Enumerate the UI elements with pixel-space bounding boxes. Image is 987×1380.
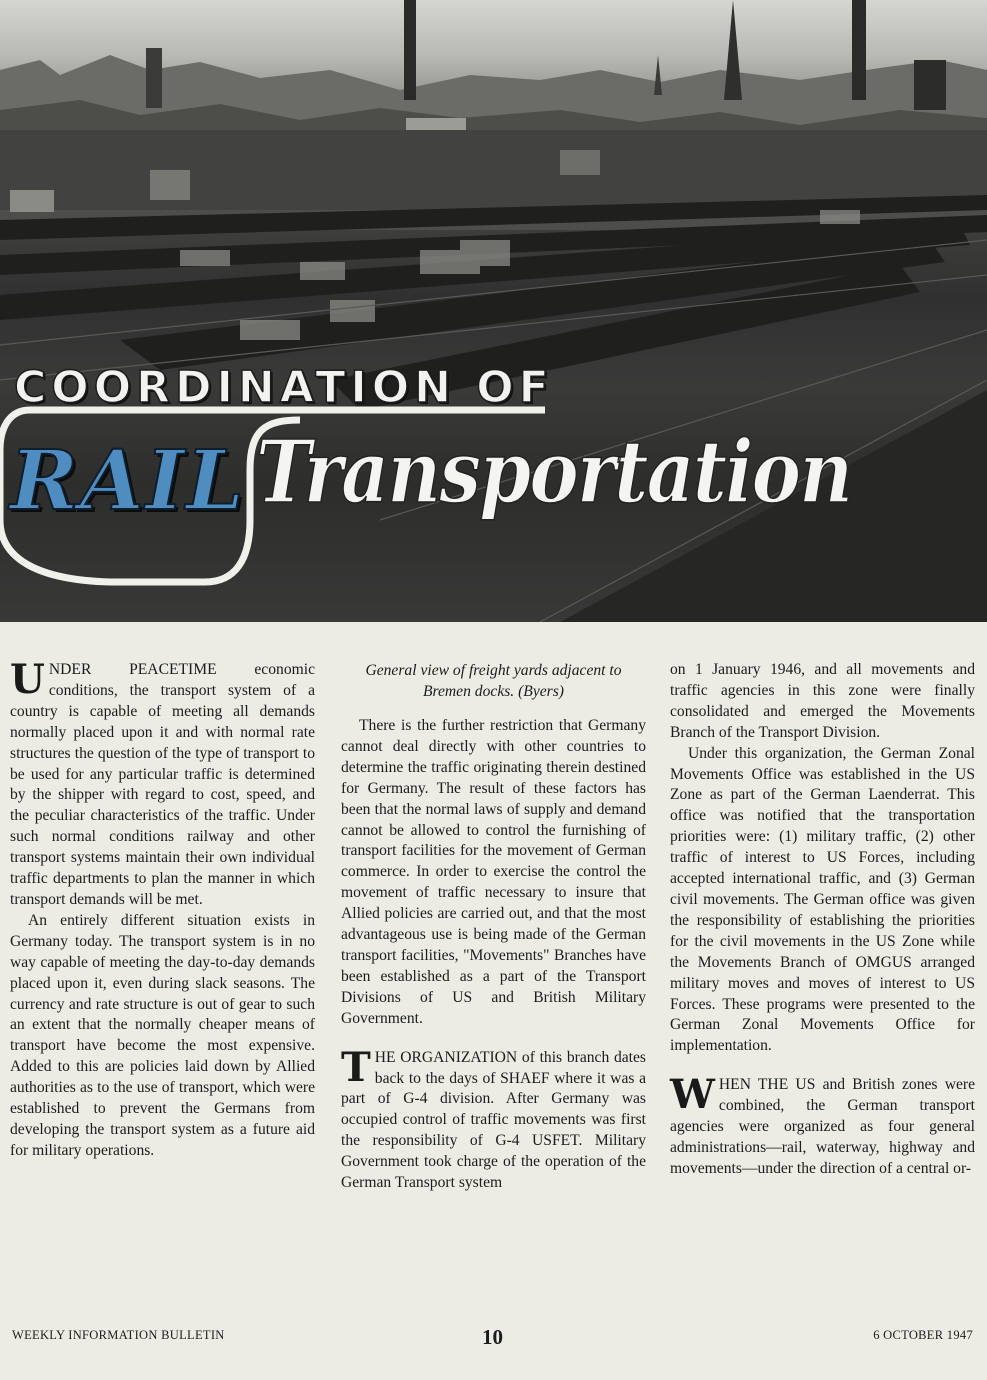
- publication-name: WEEKLY INFORMATION BULLETIN: [12, 1328, 225, 1342]
- paragraph: There is the further restriction that Germany cannot deal directly with other countries to determine the traffic originating therein destined for Germany. The result of these factors has been that the normal laws of supply and demand cannot be allowed to control the furnishing of transport facilities for the movement of German commerce. In order to exercise the control the movement of traffic necessary to insure that Allied policies are carried out, and that the most advantageous use is being made of the German transport facilities, "Movements" Branches have been established as a part of the Transport Divisions of US and British Military Government.: [341, 717, 646, 1027]
- drop-cap: U: [10, 656, 45, 703]
- article-column-3: [670, 660, 975, 1180]
- paragraph: [670, 1071, 975, 1180]
- title-coordination-of: COORDINATION OF: [14, 362, 554, 413]
- article-column-2: [341, 660, 646, 1194]
- paragraph-text: NDER PEACETIME economic conditions, the transport system of a country is capable of meeting all demands normally placed upon it and with normal rate structures the question of the type of transport to be used for any particular traffic is determined by the shipper with regard to cost, speed, and the peculiar characteristics of the traffic. Under such normal conditions railway and other transport systems maintain their own individual traffic departments to plan the manner in which transport demands will be met.: [10, 661, 315, 908]
- drop-cap: W: [670, 1071, 715, 1119]
- title-transportation: Transportation: [256, 422, 852, 523]
- paragraph: [10, 656, 315, 911]
- paragraph: on 1 January 1946, and all movements and traffic agencies in this zone were finally consolidated and emerged the Movements Branch of the Transport Division.: [670, 661, 975, 741]
- article-column-1: [10, 656, 315, 1162]
- page-number: 10: [482, 1325, 503, 1349]
- photo-caption: General view of freight yards adjacent to Bremen docks. (Byers): [365, 662, 622, 700]
- title-rail: RAIL: [10, 433, 246, 529]
- header-photo: [0, 0, 987, 622]
- paragraph-text: HEN THE US and British zones were combined, the German transport agencies were organized as four general administrations—rail, waterway, highway and movements—under the direction of a central or-: [670, 1076, 975, 1177]
- paragraph-text: HE ORGANIZATION of this branch dates back to the days of SHAEF where it was a part of G-4 division. After Germany was occupied control of traffic movements was first the responsibility of G-4 USFET. Military Government took charge of the operation of the German Transport system: [341, 1048, 646, 1192]
- issue-date: 6 OCTOBER 1947: [873, 1328, 973, 1342]
- paragraph: Under this organization, the German Zonal Movements Office was established in the US Zone as part of the German Laenderrat. This office was notified that the transportation priorities were: (1) military traffic, (2) other traffic of interest to US Forces, including accepted international traffic, and (3) German civil movements. The German office was given the responsibility of establishing the priorities for the civil movements in the US Zone while the Movements Branch of OMGUS arranged military moves and moves of interest to US Forces. These programs were presented to the German Zonal Movements Office for implementation.: [670, 744, 975, 1055]
- paragraph: [341, 1043, 646, 1194]
- paragraph: An entirely different situation exists in Germany today. The transport system is in no way capable of meeting the day-to-day demands placed upon it, even during slack seasons. The currency and rate structure is out of gear to such an extent that the normally cheaper means of transport have become the most expensive. Added to this are policies laid down by Allied authorities as to the use of transport, which were established to prevent the Germans from developing the transport system as a future aid for military operations.: [10, 911, 315, 1159]
- drop-cap: T: [341, 1043, 371, 1091]
